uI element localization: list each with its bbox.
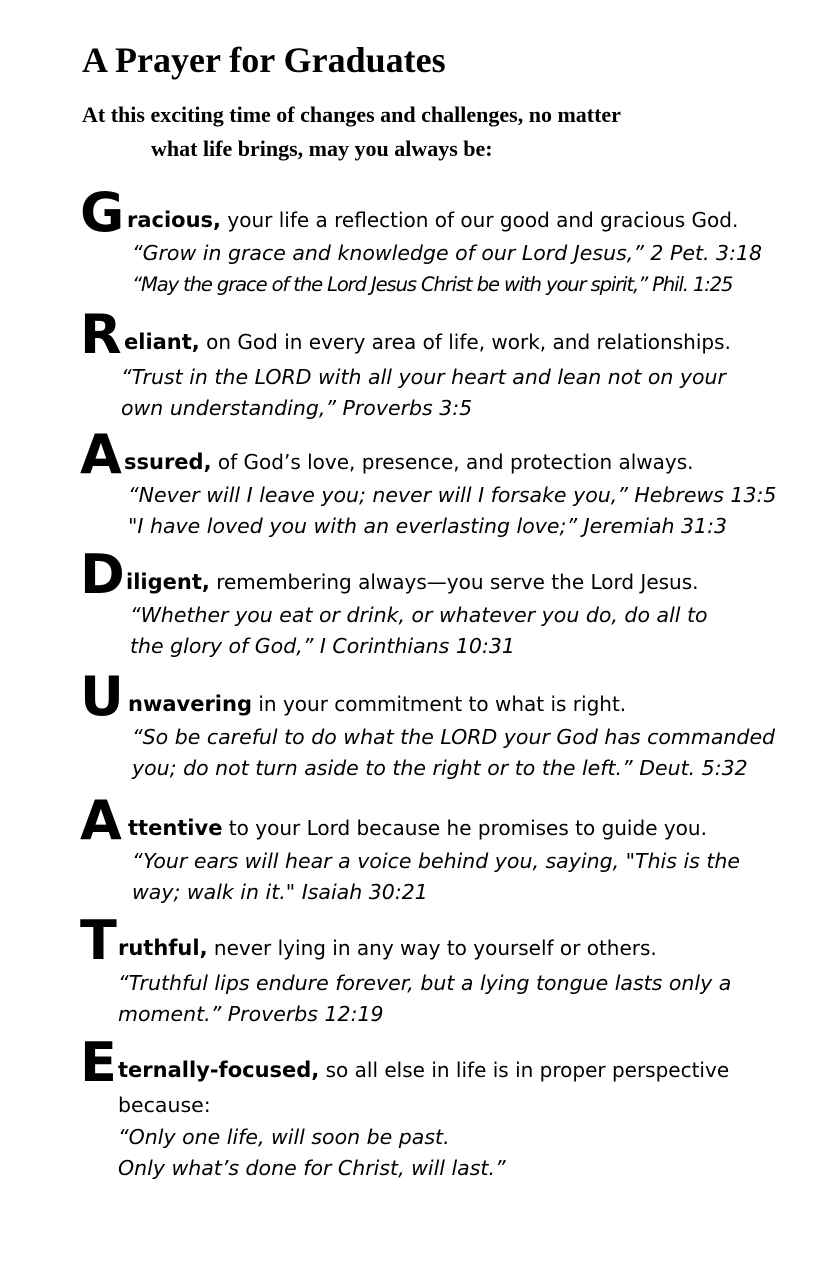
entry-verse: [118, 1122, 506, 1184]
entry-heading: [118, 1056, 729, 1084]
entry-verse: [121, 362, 726, 424]
entry-heading: [128, 690, 626, 718]
entry-verse: [132, 238, 762, 300]
acrostic-letter: T: [80, 909, 117, 972]
entry-description: on God in every area of life, work, and relationships.: [199, 330, 731, 354]
verse-line: own understanding,” Proverbs 3:5: [121, 396, 473, 420]
acrostic-letter: U: [80, 665, 124, 728]
acrostic-letter: E: [80, 1031, 117, 1094]
acrostic-letter: A: [80, 423, 122, 486]
entry-word: ternally-focused,: [118, 1058, 320, 1082]
entry-description: so all else in life is in proper perspective: [319, 1058, 730, 1082]
entry-description: never lying in any way to yourself or others.: [207, 936, 657, 960]
entry-heading: [128, 814, 707, 842]
entry-word: ssured,: [124, 450, 212, 474]
verse-line: “Whether you eat or drink, or whatever you do, do all to: [130, 603, 708, 627]
entry-verse: [128, 480, 776, 542]
entry-verse: [118, 968, 731, 1030]
entry-word: ruthful,: [118, 936, 208, 960]
verse-line: “Only one life, will soon be past.: [118, 1125, 450, 1149]
entry-heading: [124, 328, 731, 356]
acrostic-letter: A: [80, 789, 122, 852]
page-title: A Prayer for Graduates: [82, 40, 446, 80]
entry-description: in your commitment to what is right.: [252, 692, 627, 716]
entry-description: of God’s love, presence, and protection always.: [211, 450, 694, 474]
entry-word: ttentive: [128, 816, 223, 840]
intro-line-2: what life brings, may you always be:: [151, 136, 493, 161]
entry-verse: [132, 722, 775, 784]
verse-line: “Grow in grace and knowledge of our Lord Jesus,” 2 Pet. 3:18: [132, 241, 763, 265]
entry-verse: [132, 846, 740, 908]
acrostic-letter: D: [80, 543, 125, 606]
entry-description-continued: [118, 1090, 211, 1121]
verse-line: the glory of God,” I Corinthians 10:31: [130, 634, 515, 658]
intro-line-1: At this exciting time of changes and challenges, no matter: [82, 102, 621, 127]
entry-heading: [126, 568, 699, 596]
verse-line: “So be careful to do what the LORD your God has commanded: [132, 725, 776, 749]
intro-paragraph: [82, 98, 762, 166]
entry-word: iligent,: [126, 570, 210, 594]
entry-word: eliant,: [124, 330, 200, 354]
entry-verse: [130, 600, 708, 662]
entry-word: racious,: [127, 208, 222, 232]
verse-line: “Your ears will hear a voice behind you, saying, "This is the: [132, 849, 740, 873]
verse-line: moment.” Proverbs 12:19: [118, 1002, 384, 1026]
entry-heading: [118, 934, 657, 962]
entry-description: remembering always—you serve the Lord Jesus.: [209, 570, 699, 594]
verse-line: Only what’s done for Christ, will last.”: [118, 1156, 506, 1180]
verse-line: "I have loved you with an everlasting love;” Jeremiah 31:3: [128, 514, 728, 538]
verse-line: way; walk in it." Isaiah 30:21: [132, 880, 428, 904]
description-line: because:: [118, 1093, 211, 1117]
verse-line: “Never will I leave you; never will I forsake you,” Hebrews 13:5: [128, 483, 777, 507]
entry-description: to your Lord because he promises to guide you.: [222, 816, 707, 840]
verse-line: “Truthful lips endure forever, but a lying tongue lasts only a: [118, 971, 732, 995]
entry-heading: [124, 448, 694, 476]
verse-line: “May the grace of the Lord Jesus Christ be with your spirit,” Phil. 1:25: [132, 273, 733, 296]
entry-heading: [127, 206, 738, 234]
entry-description: your life a reflection of our good and gracious God.: [221, 208, 739, 232]
acrostic-letter: R: [80, 303, 122, 366]
entry-word: nwavering: [128, 692, 252, 716]
verse-line: you; do not turn aside to the right or to the left.” Deut. 5:32: [132, 756, 748, 780]
verse-line: “Trust in the LORD with all your heart and lean not on your: [121, 365, 726, 389]
acrostic-letter: G: [80, 181, 125, 244]
